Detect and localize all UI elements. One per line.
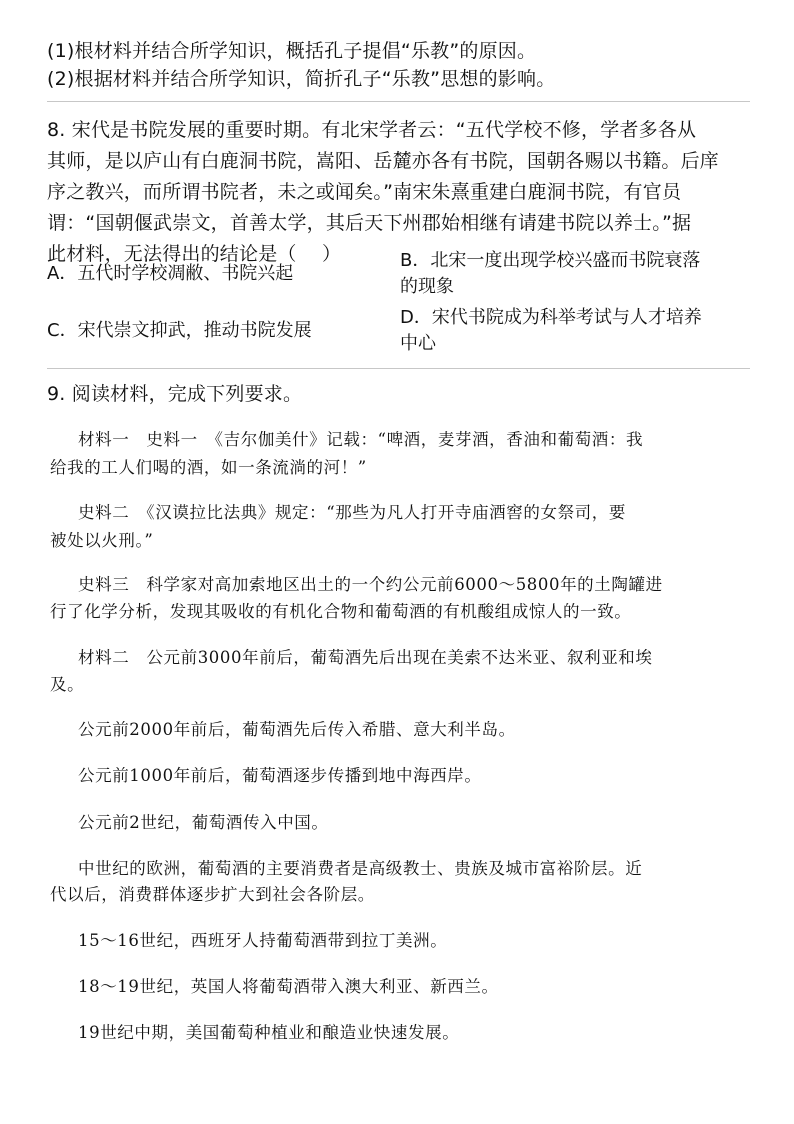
q8-stem-line-3: 序之教兴，而所谓书院者，未之或闻矣。”南宋朱熹重建白鹿洞书院，有官员 xyxy=(47,181,682,203)
q9-source3-line-1: 史料三 科学家对高加索地区出土的一个约公元前6000～5800年的土陶罐进 xyxy=(78,575,663,594)
q9-paragraph-medieval-line-2: 代以后，消费群体逐步扩大到社会各阶层。 xyxy=(50,885,375,904)
q9-source3-line-2: 行了化学分析，发现其吸收的有机化合物和葡萄酒的有机酸组成惊人的一致。 xyxy=(50,602,632,621)
divider xyxy=(47,101,750,102)
q9-material1-line-1: 材料一 史料一 《吉尔伽美什》记载：“啤酒，麦芽酒，香油和葡萄酒：我 xyxy=(78,430,644,449)
q9-source2-line-2: 被处以火刑。” xyxy=(50,531,154,550)
q8-option-d-line-2: 中心 xyxy=(400,333,436,354)
q9-paragraph-2nd-century: 公元前2世纪，葡萄酒传入中国。 xyxy=(78,813,329,832)
q8-option-b-line-2: 的现象 xyxy=(400,276,454,297)
q8-stem-line-4: 谓：“国朝偃武崇文，首善太学，其后天下州郡始相继有请建书院以养士。”据 xyxy=(47,212,692,234)
q9-material2-line-2: 及。 xyxy=(50,675,85,694)
q9-material2-line-1: 材料二 公元前3000年前后，葡萄酒先后出现在美索不达米亚、叙利亚和埃 xyxy=(78,648,653,667)
q9-paragraph-medieval-line-1: 中世纪的欧洲，葡萄酒的主要消费者是高级教士、贵族及城市富裕阶层。近 xyxy=(78,859,643,878)
q8-option-c: C．宋代崇文抑武，推动书院发展 xyxy=(47,320,312,341)
q7-subquestion-1: (1)根材料并结合所学知识，概括孔子提倡“乐教”的原因。 xyxy=(47,40,537,62)
q9-paragraph-19-century-mid: 19世纪中期，美国葡萄种植业和酿造业快速发展。 xyxy=(78,1023,460,1042)
q9-paragraph-2000bc: 公元前2000年前后，葡萄酒先后传入希腊、意大利半岛。 xyxy=(78,720,516,739)
q9-paragraph-1000bc: 公元前1000年前后，葡萄酒逐步传播到地中海西岸。 xyxy=(78,766,482,785)
divider xyxy=(47,368,750,369)
q7-subquestion-2: (2)根据材料并结合所学知识，简折孔子“乐教”思想的影响。 xyxy=(47,68,556,90)
q8-option-b-line-1: B．北宋一度出现学校兴盛而书院衰落 xyxy=(400,250,701,271)
q8-option-d-line-1: D．宋代书院成为科举考试与人才培养 xyxy=(400,307,702,328)
q8-option-a: A．五代时学校凋敝、书院兴起 xyxy=(47,263,294,284)
q9-title: 9. 阅读材料，完成下列要求。 xyxy=(47,383,303,405)
q8-stem-line-1: 8. 宋代是书院发展的重要时期。有北宋学者云：“五代学校不修，学者多各从 xyxy=(47,119,697,141)
q9-paragraph-18-19-century: 18～19世纪，英国人将葡萄酒带入澳大利亚、新西兰。 xyxy=(78,977,499,996)
q8-stem-line-2: 其师，是以庐山有白鹿洞书院，嵩阳、岳麓亦各有书院，国朝各赐以书籍。后庠 xyxy=(47,150,720,172)
q9-source2-line-1: 史料二 《汉谟拉比法典》规定：“那些为凡人打开寺庙酒窖的女祭司，要 xyxy=(78,503,626,522)
q9-material1-line-2: 给我的工人们喝的酒，如一条流淌的河！” xyxy=(50,458,367,477)
q8-stem-line-5: 此材料，无法得出的结论是（ ） xyxy=(47,243,342,265)
q9-paragraph-15-16-century: 15～16世纪，西班牙人持葡萄酒带到拉丁美洲。 xyxy=(78,931,448,950)
